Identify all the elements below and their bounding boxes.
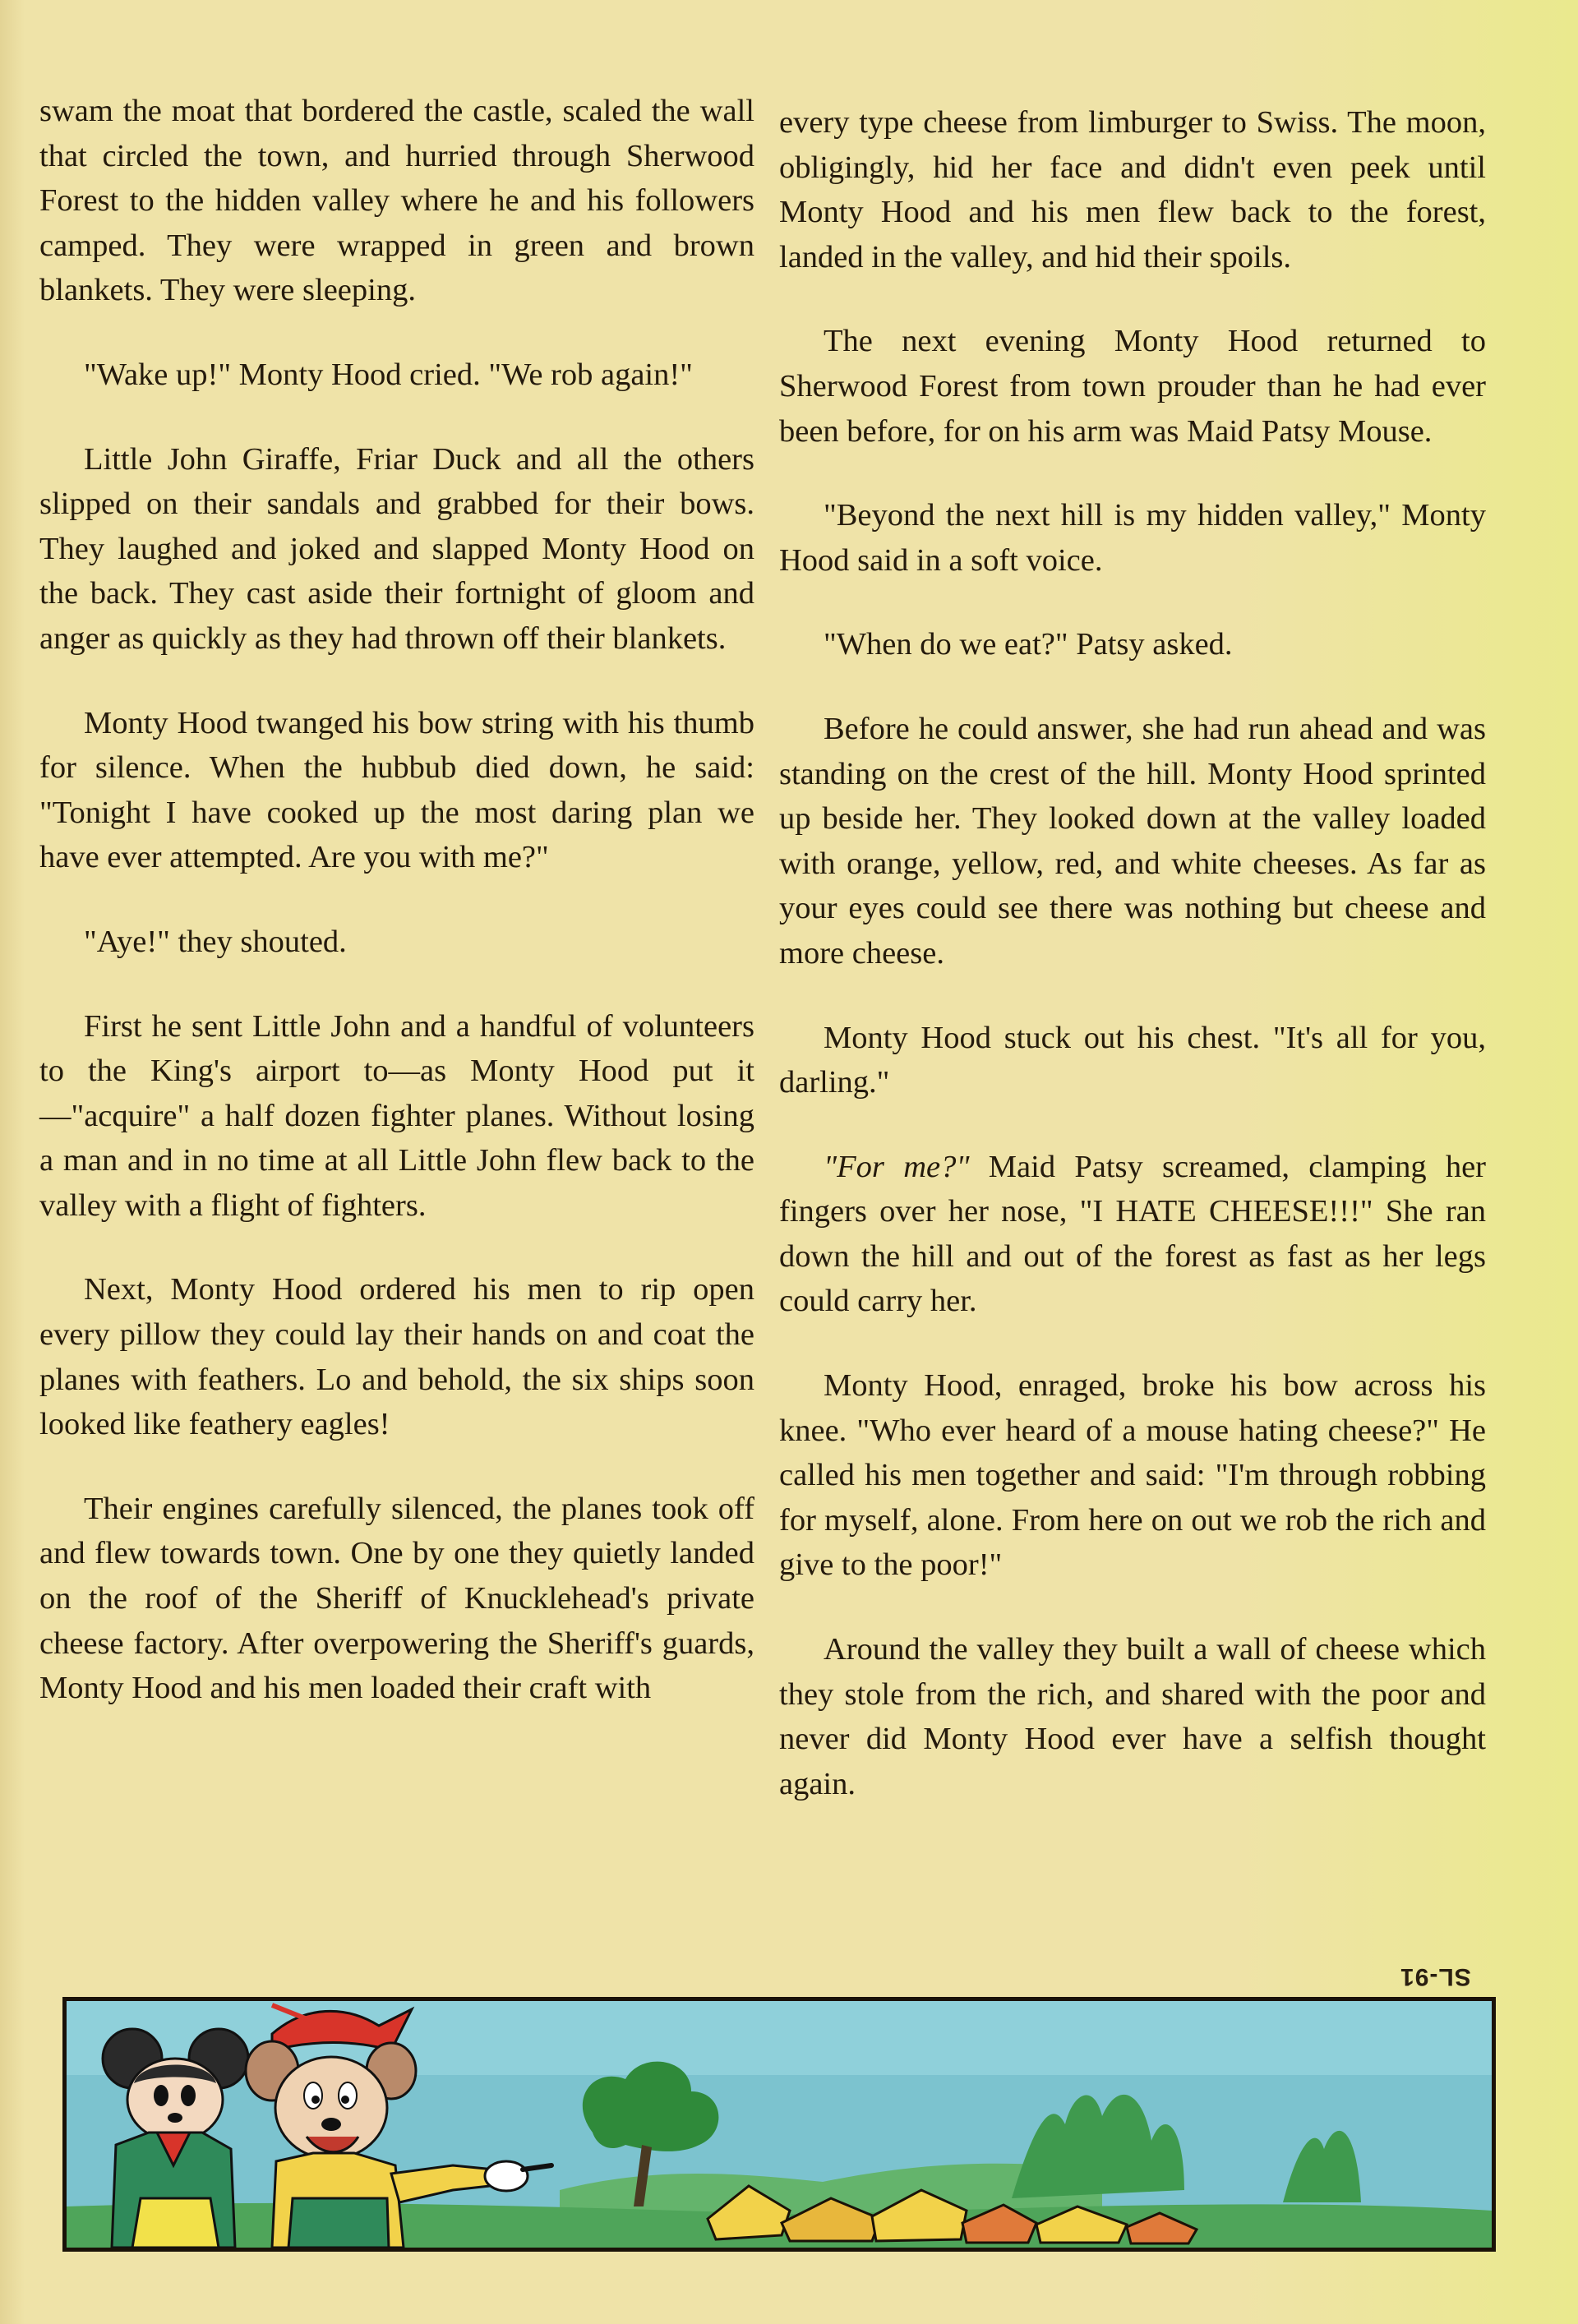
paragraph: Before he could answer, she had run ahead and was standing on the crest of the hill. Monty Hood sprinted up beside her. They looked down at the valley loaded with orange, yellow, red, and white cheeses. As far as your eyes could see there was nothing but cheese and more cheese.	[779, 711, 1486, 971]
panel-code: SL-91	[1400, 1963, 1471, 1990]
paragraph: Monty Hood, enraged, broke his bow across his knee. "Who ever heard of a mouse hating cheese?" He called his men together and said: "I'm through robbing for myself, alone. From here on out we rob the rich and give to the poor!"	[779, 1368, 1486, 1583]
right-text-column	[779, 100, 1486, 1846]
paragraph: swam the moat that bordered the castle, scaled the wall that circled the town, and hurried through Sherwood Forest to the hidden valley where he and his followers camped. They were wrapped in green and brown blankets. They were sleeping.	[39, 94, 754, 308]
paragraph: "Wake up!" Monty Hood cried. "We rob again!"	[84, 357, 693, 392]
paragraph-rest: Maid Patsy screamed, clamping her fingers over her nose, "I HATE CHEESE!!!" She ran down the hill and out of the forest as fast as her legs could carry her.	[779, 1149, 1486, 1319]
paragraph	[779, 1145, 1486, 1324]
paragraph: "Beyond the next hill is my hidden valley," Monty Hood said in a soft voice.	[779, 498, 1486, 578]
left-text-column	[39, 89, 754, 1750]
paragraph: every type cheese from limburger to Swiss. The moon, obligingly, hid her face and didn't even peek until Monty Hood and his men flew back to the forest, landed in the valley, and hid their spoils.	[779, 105, 1486, 274]
paragraph: Little John Giraffe, Friar Duck and all the others slipped on their sandals and grabbed for their bows. They laughed and joked and slapped Monty Hood on the back. They cast aside their fortnight of gloom and anger as quickly as they had thrown off their blankets.	[39, 441, 754, 656]
paragraph: "When do we eat?" Patsy asked.	[824, 627, 1233, 662]
paragraph: First he sent Little John and a handful of volunteers to the King's airport to—as Monty Hood put it—"acquire" a half dozen fighter planes. Without losing a man and in no time at all Little John flew back to the valley with a flight of fighters.	[39, 1008, 754, 1223]
valley-illustration	[67, 2001, 1492, 2248]
italic-exclamation: "For me?"	[824, 1149, 970, 1184]
paragraph: The next evening Monty Hood returned to Sherwood Forest from town prouder than he had ever been before, for on his arm was Maid Patsy Mouse.	[779, 324, 1486, 449]
paragraph: "Aye!" they shouted.	[84, 924, 347, 959]
paragraph: Around the valley they built a wall of cheese which they stole from the rich, and shared with the poor and never did Monty Hood ever have a selfish thought again.	[779, 1632, 1486, 1801]
paragraph: Monty Hood stuck out his chest. "It's all for you, darling."	[779, 1020, 1486, 1100]
paragraph: Monty Hood twanged his bow string with his thumb for silence. When the hubbub died down, he said: "Tonight I have cooked up the most daring plan we have ever attempted. Are you with me?"	[39, 705, 754, 875]
illustration-panel	[62, 1997, 1496, 2252]
paragraph: Next, Monty Hood ordered his men to rip open every pillow they could lay their hands on and coat the planes with feathers. Lo and behold, the six ships soon looked like feathery eagles!	[39, 1272, 754, 1442]
paragraph: Their engines carefully silenced, the planes took off and flew towards town. One by one they quietly landed on the roof of the Sheriff of Knucklehead's private cheese factory. After overpowering the Sheriff's guards, Monty Hood and his men loaded their craft with	[39, 1491, 754, 1706]
